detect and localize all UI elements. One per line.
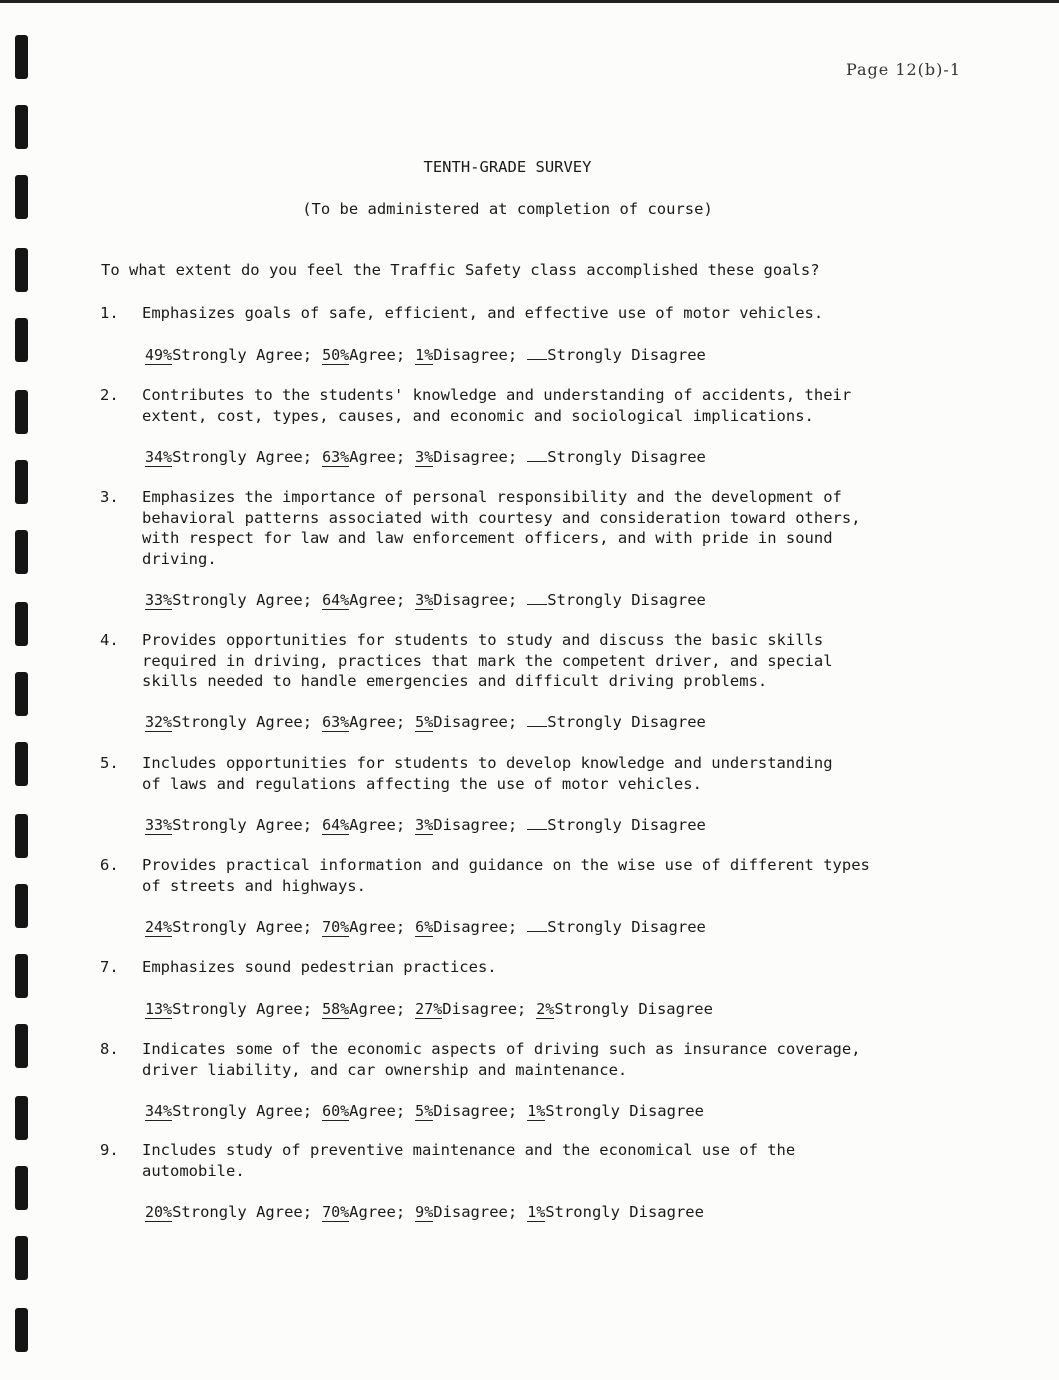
binder-hole — [15, 460, 28, 504]
agree-percent: 63% — [322, 448, 350, 466]
binder-hole — [15, 1308, 28, 1352]
binder-hole — [15, 602, 28, 646]
item-responses — [145, 1101, 714, 1122]
strongly-agree-percent: 49% — [145, 346, 173, 364]
agree-percent: 64% — [322, 591, 350, 609]
strongly-agree-label: Strongly Agree; — [172, 816, 313, 834]
strongly-agree-label: Strongly Agree; — [172, 713, 313, 731]
agree-label: Agree; — [349, 1000, 406, 1018]
item-responses — [145, 590, 716, 611]
disagree-label: Disagree; — [433, 918, 518, 936]
disagree-percent: 1% — [415, 346, 434, 364]
strongly-agree-label: Strongly Agree; — [172, 591, 313, 609]
item-text: Provides practical information and guidance on the wise use of different types of streets and highways. — [142, 856, 870, 895]
survey-item — [100, 303, 1000, 364]
disagree-percent: 3% — [415, 448, 434, 466]
survey-title: TENTH-GRADE SURVEY — [423, 158, 592, 176]
item-responses — [145, 815, 716, 836]
item-responses — [145, 1202, 714, 1223]
binder-hole — [15, 1024, 28, 1068]
strongly-disagree-percent — [527, 461, 547, 462]
item-number: 9. — [100, 1141, 119, 1159]
item-number: 6. — [100, 856, 119, 874]
item-number: 8. — [100, 1040, 119, 1058]
agree-label: Agree; — [349, 448, 406, 466]
strongly-agree-percent: 34% — [145, 1102, 173, 1120]
disagree-percent: 5% — [415, 713, 434, 731]
item-number: 4. — [100, 631, 119, 649]
item-text: Includes study of preventive maintenance and the economical use of the automobile. — [142, 1141, 796, 1180]
agree-label: Agree; — [349, 346, 406, 364]
disagree-percent: 5% — [415, 1102, 434, 1120]
agree-percent: 64% — [322, 816, 350, 834]
strongly-disagree-label: Strongly Disagree — [547, 918, 706, 936]
survey-item — [100, 1039, 1000, 1120]
strongly-agree-percent: 13% — [145, 1000, 173, 1018]
disagree-label: Disagree; — [433, 346, 518, 364]
item-number: 5. — [100, 754, 119, 772]
binder-hole — [15, 884, 28, 928]
strongly-agree-percent: 32% — [145, 713, 173, 731]
disagree-label: Disagree; — [433, 591, 518, 609]
survey-item — [100, 957, 1000, 1018]
survey-subtitle: (To be administered at completion of course) — [302, 200, 713, 218]
strongly-disagree-percent: 1% — [527, 1203, 546, 1221]
page-number: Page 12(b)-1 — [845, 60, 961, 79]
binder-hole — [15, 530, 28, 574]
agree-percent: 60% — [322, 1102, 350, 1120]
binder-hole — [15, 318, 28, 362]
strongly-agree-label: Strongly Agree; — [172, 918, 313, 936]
item-responses — [145, 917, 716, 938]
disagree-percent: 9% — [415, 1203, 434, 1221]
strongly-disagree-percent — [527, 359, 547, 360]
survey-question: To what extent do you feel the Traffic Safety class accomplished these goals? — [101, 261, 820, 279]
binder-hole — [15, 742, 28, 786]
item-text: Emphasizes sound pedestrian practices. — [142, 958, 497, 976]
survey-item — [100, 1140, 1000, 1221]
binder-hole — [15, 672, 28, 716]
disagree-percent: 3% — [415, 816, 434, 834]
strongly-disagree-percent — [527, 829, 547, 830]
top-edge-line — [0, 0, 1059, 3]
item-responses — [145, 999, 723, 1020]
disagree-label: Disagree; — [433, 816, 518, 834]
binder-hole — [15, 1096, 28, 1140]
item-number: 1. — [100, 304, 119, 322]
item-number: 2. — [100, 386, 119, 404]
disagree-label: Disagree; — [433, 1203, 518, 1221]
strongly-agree-percent: 20% — [145, 1203, 173, 1221]
disagree-percent: 3% — [415, 591, 434, 609]
strongly-disagree-label: Strongly Disagree — [545, 1203, 704, 1221]
strongly-agree-label: Strongly Agree; — [172, 346, 313, 364]
disagree-label: Disagree; — [442, 1000, 527, 1018]
binder-hole — [15, 814, 28, 858]
binder-hole — [15, 954, 28, 998]
disagree-label: Disagree; — [433, 448, 518, 466]
strongly-agree-label: Strongly Agree; — [172, 1102, 313, 1120]
agree-percent: 70% — [322, 918, 350, 936]
strongly-agree-percent: 34% — [145, 448, 173, 466]
item-text: Emphasizes the importance of personal responsibility and the development of behavioral patterns associated with courtesy and consideration toward others, with respect for law and law enforcement officers, and with pride in sound driving. — [142, 488, 861, 568]
strongly-disagree-percent — [527, 931, 547, 932]
survey-item — [100, 753, 1000, 834]
strongly-disagree-label: Strongly Disagree — [547, 713, 706, 731]
item-number: 7. — [100, 958, 119, 976]
strongly-agree-percent: 33% — [145, 591, 173, 609]
strongly-disagree-label: Strongly Disagree — [545, 1102, 704, 1120]
strongly-disagree-label: Strongly Disagree — [547, 816, 706, 834]
item-text: Contributes to the students' knowledge and understanding of accidents, their extent, cost, types, causes, and economic and sociological implications. — [142, 386, 852, 425]
strongly-disagree-label: Strongly Disagree — [547, 591, 706, 609]
strongly-agree-label: Strongly Agree; — [172, 1000, 313, 1018]
binder-hole — [15, 390, 28, 434]
strongly-disagree-percent: 2% — [536, 1000, 555, 1018]
agree-label: Agree; — [349, 816, 406, 834]
item-responses — [145, 447, 716, 468]
disagree-label: Disagree; — [433, 713, 518, 731]
survey-item — [100, 630, 1000, 731]
disagree-label: Disagree; — [433, 1102, 518, 1120]
agree-label: Agree; — [349, 591, 406, 609]
item-responses — [145, 712, 716, 733]
strongly-disagree-label: Strongly Disagree — [547, 448, 706, 466]
item-text: Includes opportunities for students to develop knowledge and understanding of laws and regulations affecting the use of motor vehicles. — [142, 754, 833, 793]
disagree-percent: 27% — [415, 1000, 443, 1018]
binder-hole — [15, 1166, 28, 1210]
strongly-agree-label: Strongly Agree; — [172, 448, 313, 466]
strongly-agree-percent: 33% — [145, 816, 173, 834]
strongly-disagree-percent: 1% — [527, 1102, 546, 1120]
agree-label: Agree; — [349, 918, 406, 936]
agree-percent: 50% — [322, 346, 350, 364]
item-number: 3. — [100, 488, 119, 506]
survey-item — [100, 385, 1000, 466]
agree-percent: 58% — [322, 1000, 350, 1018]
agree-percent: 63% — [322, 713, 350, 731]
agree-percent: 70% — [322, 1203, 350, 1221]
strongly-disagree-label: Strongly Disagree — [554, 1000, 713, 1018]
survey-item — [100, 855, 1000, 936]
binder-hole — [15, 105, 28, 149]
strongly-disagree-percent — [527, 604, 547, 605]
binder-hole — [15, 35, 28, 79]
binder-hole — [15, 248, 28, 292]
survey-item — [100, 487, 1000, 609]
item-text: Provides opportunities for students to study and discuss the basic skills required in driving, practices that mark the competent driver, and special skills needed to handle emergencies and difficult driving problems. — [142, 631, 833, 690]
strongly-agree-percent: 24% — [145, 918, 173, 936]
binder-hole — [15, 1236, 28, 1280]
item-text: Emphasizes goals of safe, efficient, and effective use of motor vehicles. — [142, 304, 824, 322]
item-text: Indicates some of the economic aspects of driving such as insurance coverage, driver liability, and car ownership and maintenance. — [142, 1040, 861, 1079]
strongly-disagree-percent — [527, 726, 547, 727]
agree-label: Agree; — [349, 1102, 406, 1120]
strongly-disagree-label: Strongly Disagree — [547, 346, 706, 364]
item-responses — [145, 345, 716, 366]
agree-label: Agree; — [349, 713, 406, 731]
agree-label: Agree; — [349, 1203, 406, 1221]
disagree-percent: 6% — [415, 918, 434, 936]
strongly-agree-label: Strongly Agree; — [172, 1203, 313, 1221]
